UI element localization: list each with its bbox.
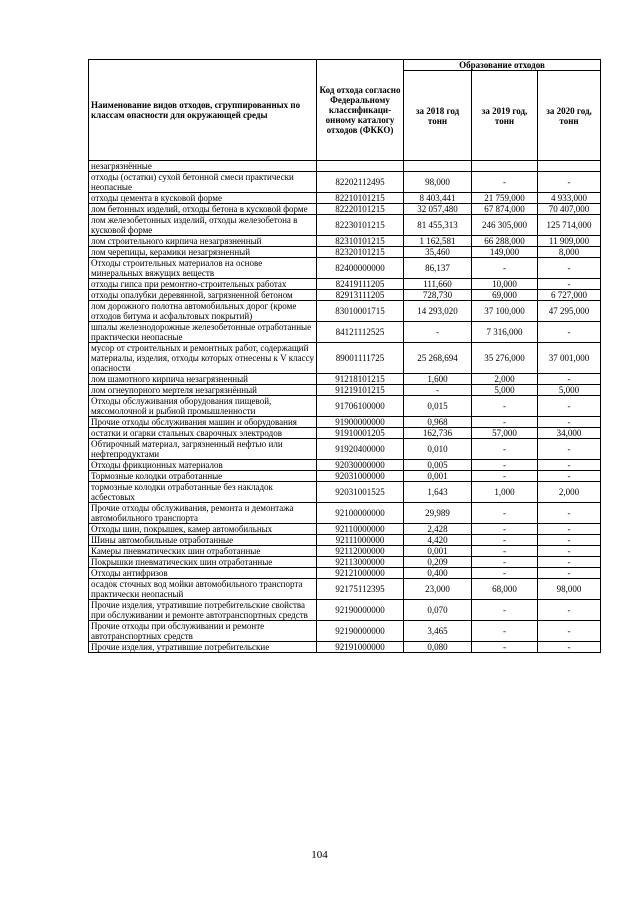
table-row: [89, 374, 601, 385]
table-body: [89, 161, 601, 653]
waste-name-cell: Прочие отходы при обслуживании и ремонте автотранспортных средств: [89, 621, 317, 642]
fkko-code-cell: 92113000000: [317, 557, 404, 568]
table-row: [89, 279, 601, 290]
value-cell-2018: 25 268,694: [404, 343, 472, 374]
value-cell-2018: -: [404, 385, 472, 396]
table-row: [89, 193, 601, 204]
value-cell-2018: 23,000: [404, 579, 472, 600]
value-cell-2019: -: [472, 600, 538, 621]
fkko-code-cell: 92111000000: [317, 535, 404, 546]
value-cell-2020: 5,000: [538, 385, 601, 396]
value-cell-2019: 57,000: [472, 428, 538, 439]
value-cell-2019: -: [472, 557, 538, 568]
value-cell-2019: -: [472, 172, 538, 193]
value-cell-2018: 1 162,581: [404, 236, 472, 247]
waste-name-cell: Отходы обслуживания оборудования пищевой, мясомолочной и рыбной промышленности: [89, 396, 317, 417]
waste-name-cell: мусор от строительных и ремонтных работ, содержащий материалы, изделия, отходы которых отнесены к V классу опасности: [89, 343, 317, 374]
value-cell-2018: 0,209: [404, 557, 472, 568]
value-cell-2020: -: [538, 417, 601, 428]
fkko-code-cell: 92112000000: [317, 546, 404, 557]
value-cell-2019: -: [472, 258, 538, 279]
fkko-code-cell: 91900000000: [317, 417, 404, 428]
fkko-code-cell: 91706100000: [317, 396, 404, 417]
value-cell-2018: 86,137: [404, 258, 472, 279]
waste-name-cell: лом железобетонных изделий, отходы железобетона в кусковой форме: [89, 215, 317, 236]
fkko-code-cell: 82913111205: [317, 290, 404, 301]
table-row: [89, 557, 601, 568]
value-cell-2020: -: [538, 524, 601, 535]
table-row: [89, 258, 601, 279]
waste-name-cell: Прочие отходы обслуживания машин и оборудования: [89, 417, 317, 428]
value-cell-2018: 0,968: [404, 417, 472, 428]
table-row: [89, 460, 601, 471]
table-row: [89, 535, 601, 546]
fkko-code-cell: 92030000000: [317, 460, 404, 471]
table-row: [89, 247, 601, 258]
value-cell-2019: 7 316,000: [472, 322, 538, 343]
waste-table: [88, 59, 601, 653]
value-cell-2019: -: [472, 621, 538, 642]
value-cell-2018: 14 293,020: [404, 301, 472, 322]
value-cell-2020: 34,000: [538, 428, 601, 439]
value-cell-2020: -: [538, 503, 601, 524]
table-row: [89, 215, 601, 236]
value-cell-2020: -: [538, 258, 601, 279]
fkko-code-cell: 92100000000: [317, 503, 404, 524]
fkko-code-cell: 82210101215: [317, 193, 404, 204]
value-cell-2018: 1,600: [404, 374, 472, 385]
fkko-code-cell: 82310101215: [317, 236, 404, 247]
header-year-2019: за 2019 год, тонн: [472, 71, 538, 161]
waste-name-cell: остатки и огарки стальных сварочных электродов: [89, 428, 317, 439]
value-cell-2019: -: [472, 524, 538, 535]
value-cell-2020: 98,000: [538, 579, 601, 600]
value-cell-2019: 1,000: [472, 482, 538, 503]
waste-name-cell: лом строительного кирпича незагрязненный: [89, 236, 317, 247]
value-cell-2019: 5,000: [472, 385, 538, 396]
table-row: [89, 385, 601, 396]
fkko-code-cell: 92031001525: [317, 482, 404, 503]
value-cell-2020: -: [538, 642, 601, 653]
value-cell-2019: 246 305,000: [472, 215, 538, 236]
value-cell-2020: -: [538, 172, 601, 193]
value-cell-2019: -: [472, 460, 538, 471]
table-row: [89, 482, 601, 503]
value-cell-2018: 1,643: [404, 482, 472, 503]
header-name-col: Наименование видов отходов, сгруппированных по классам опасности для окружающей среды: [89, 60, 317, 161]
table-row: [89, 600, 601, 621]
waste-name-cell: Отходы строительных материалов на основе минеральных вяжущих веществ: [89, 258, 317, 279]
waste-name-cell: Шины автомобильные отработанные: [89, 535, 317, 546]
value-cell-2019: 66 288,000: [472, 236, 538, 247]
value-cell-2018: 32 057,480: [404, 204, 472, 215]
value-cell-2018: 35,460: [404, 247, 472, 258]
value-cell-2020: 4 933,000: [538, 193, 601, 204]
fkko-code-cell: 91910001205: [317, 428, 404, 439]
value-cell-2020: -: [538, 439, 601, 460]
value-cell-2020: -: [538, 374, 601, 385]
waste-name-cell: Отходы фрикционных материалов: [89, 460, 317, 471]
waste-name-cell: Прочие отходы обслуживания, ремонта и демонтажа автомобильного транспорта: [89, 503, 317, 524]
fkko-code-cell: [317, 161, 404, 172]
waste-name-cell: Тормозные колодки отработанные: [89, 471, 317, 482]
waste-name-cell: лом шамотного кирпича незагрязненный: [89, 374, 317, 385]
fkko-code-cell: 92190000000: [317, 600, 404, 621]
value-cell-2018: 2,428: [404, 524, 472, 535]
page-number: 104: [311, 849, 328, 861]
value-cell-2020: 6 727,000: [538, 290, 601, 301]
value-cell-2018: 98,000: [404, 172, 472, 193]
table-row: [89, 322, 601, 343]
waste-name-cell: шпалы железнодорожные железобетонные отработанные практически неопасные: [89, 322, 317, 343]
waste-name-cell: незагрязнённые: [89, 161, 317, 172]
waste-name-cell: тормозные колодки отработанные без накладок асбестовых: [89, 482, 317, 503]
waste-name-cell: осадок сточных вод мойки автомобильного транспорта практически неопасный: [89, 579, 317, 600]
value-cell-2020: -: [538, 460, 601, 471]
waste-name-cell: Покрышки пневматических шин отработанные: [89, 557, 317, 568]
value-cell-2020: -: [538, 546, 601, 557]
value-cell-2020: -: [538, 557, 601, 568]
fkko-code-cell: 92190000000: [317, 621, 404, 642]
header-year-2018: за 2018 год тонн: [404, 71, 472, 161]
waste-name-cell: Камеры пневматических шин отработанные: [89, 546, 317, 557]
value-cell-2019: 21 759,000: [472, 193, 538, 204]
value-cell-2018: 0,005: [404, 460, 472, 471]
fkko-code-cell: 82400000000: [317, 258, 404, 279]
table-row: [89, 642, 601, 653]
value-cell-2018: 8 403,441: [404, 193, 472, 204]
value-cell-2019: 2,000: [472, 374, 538, 385]
waste-name-cell: Отходы антифризов: [89, 568, 317, 579]
value-cell-2018: 0,070: [404, 600, 472, 621]
table-row: [89, 161, 601, 172]
waste-name-cell: лом черепицы, керамики незагрязненный: [89, 247, 317, 258]
waste-name-cell: Отходы шин, покрышек, камер автомобильных: [89, 524, 317, 535]
value-cell-2020: -: [538, 535, 601, 546]
value-cell-2020: 70 407,000: [538, 204, 601, 215]
value-cell-2020: 47 295,000: [538, 301, 601, 322]
table-row: [89, 568, 601, 579]
table-row: [89, 439, 601, 460]
table-row: [89, 471, 601, 482]
value-cell-2019: [472, 161, 538, 172]
waste-name-cell: Прочие изделия, утратившие потребительские свойства при обслуживании и ремонте автотранспортных средств: [89, 600, 317, 621]
fkko-code-cell: 92175112395: [317, 579, 404, 600]
fkko-code-cell: 82230101215: [317, 215, 404, 236]
fkko-code-cell: 91218101215: [317, 374, 404, 385]
value-cell-2019: -: [472, 439, 538, 460]
waste-name-cell: Прочие изделия, утратившие потребительские: [89, 642, 317, 653]
waste-name-cell: лом дорожного полотна автомобильных дорог (кроме отходов битума и асфальтовых покрытий): [89, 301, 317, 322]
fkko-code-cell: 92031000000: [317, 471, 404, 482]
value-cell-2018: -: [404, 322, 472, 343]
fkko-code-cell: 91920400000: [317, 439, 404, 460]
value-cell-2018: 162,736: [404, 428, 472, 439]
value-cell-2020: -: [538, 568, 601, 579]
fkko-code-cell: 84121112525: [317, 322, 404, 343]
fkko-code-cell: 92110000000: [317, 524, 404, 535]
table-row: [89, 204, 601, 215]
value-cell-2020: -: [538, 322, 601, 343]
fkko-code-cell: 82320101215: [317, 247, 404, 258]
value-cell-2019: -: [472, 503, 538, 524]
fkko-code-cell: 92121000000: [317, 568, 404, 579]
value-cell-2019: -: [472, 396, 538, 417]
fkko-code-cell: 91219101215: [317, 385, 404, 396]
table-row: [89, 524, 601, 535]
value-cell-2018: 0,080: [404, 642, 472, 653]
value-cell-2020: -: [538, 621, 601, 642]
fkko-code-cell: 82220101215: [317, 204, 404, 215]
value-cell-2019: 149,000: [472, 247, 538, 258]
waste-name-cell: лом огнеупорного мертеля незагрязнённый: [89, 385, 317, 396]
value-cell-2020: -: [538, 396, 601, 417]
waste-name-cell: отходы опалубки деревянной, загрязненной бетоном: [89, 290, 317, 301]
value-cell-2020: -: [538, 471, 601, 482]
value-cell-2019: 68,000: [472, 579, 538, 600]
table-row: [89, 236, 601, 247]
waste-name-cell: отходы гипса при ремонтно-строительных работах: [89, 279, 317, 290]
value-cell-2019: 10,000: [472, 279, 538, 290]
value-cell-2018: 29,989: [404, 503, 472, 524]
fkko-code-cell: 82202112495: [317, 172, 404, 193]
value-cell-2019: 37 100,000: [472, 301, 538, 322]
waste-name-cell: Обтирочный материал, загрязненный нефтью или нефтепродуктами: [89, 439, 317, 460]
table-row: [89, 396, 601, 417]
value-cell-2020: 2,000: [538, 482, 601, 503]
value-cell-2020: -: [538, 600, 601, 621]
table-row: [89, 417, 601, 428]
header-formation: Образование отходов: [404, 60, 601, 71]
value-cell-2018: 0,001: [404, 546, 472, 557]
value-cell-2018: 0,015: [404, 396, 472, 417]
table-row: [89, 503, 601, 524]
waste-name-cell: отходы (остатки) сухой бетонной смеси практически неопасные: [89, 172, 317, 193]
fkko-code-cell: 89001111725: [317, 343, 404, 374]
header-year-2020: за 2020 год, тонн: [538, 71, 601, 161]
value-cell-2019: -: [472, 471, 538, 482]
table-row: [89, 428, 601, 439]
value-cell-2020: 125 714,000: [538, 215, 601, 236]
table-row: [89, 343, 601, 374]
value-cell-2019: -: [472, 546, 538, 557]
value-cell-2020: 8,000: [538, 247, 601, 258]
value-cell-2018: 728,730: [404, 290, 472, 301]
table-row: [89, 621, 601, 642]
value-cell-2018: 81 455,313: [404, 215, 472, 236]
value-cell-2019: -: [472, 417, 538, 428]
value-cell-2019: -: [472, 535, 538, 546]
value-cell-2019: 35 276,000: [472, 343, 538, 374]
table-row: [89, 301, 601, 322]
value-cell-2018: 4,420: [404, 535, 472, 546]
value-cell-2018: 0,400: [404, 568, 472, 579]
value-cell-2018: 0,010: [404, 439, 472, 460]
value-cell-2020: [538, 161, 601, 172]
value-cell-2019: -: [472, 568, 538, 579]
value-cell-2020: 37 001,000: [538, 343, 601, 374]
value-cell-2019: 67 874,000: [472, 204, 538, 215]
table-row: [89, 290, 601, 301]
value-cell-2020: 11 909,000: [538, 236, 601, 247]
table-row: [89, 172, 601, 193]
waste-name-cell: отходы цемента в кусковой форме: [89, 193, 317, 204]
value-cell-2019: -: [472, 642, 538, 653]
table-row: [89, 546, 601, 557]
fkko-code-cell: 83010001715: [317, 301, 404, 322]
value-cell-2018: [404, 161, 472, 172]
table-row: [89, 579, 601, 600]
value-cell-2018: 0,001: [404, 471, 472, 482]
fkko-code-cell: 82419111205: [317, 279, 404, 290]
waste-name-cell: лом бетонных изделий, отходы бетона в кусковой форме: [89, 204, 317, 215]
value-cell-2019: 69,000: [472, 290, 538, 301]
value-cell-2018: 3,465: [404, 621, 472, 642]
value-cell-2018: 111,660: [404, 279, 472, 290]
header-code-col: Код отхода согласно Федеральному классификаци-онному каталогу отходов (ФККО): [317, 60, 404, 161]
fkko-code-cell: 92191000000: [317, 642, 404, 653]
value-cell-2020: -: [538, 279, 601, 290]
